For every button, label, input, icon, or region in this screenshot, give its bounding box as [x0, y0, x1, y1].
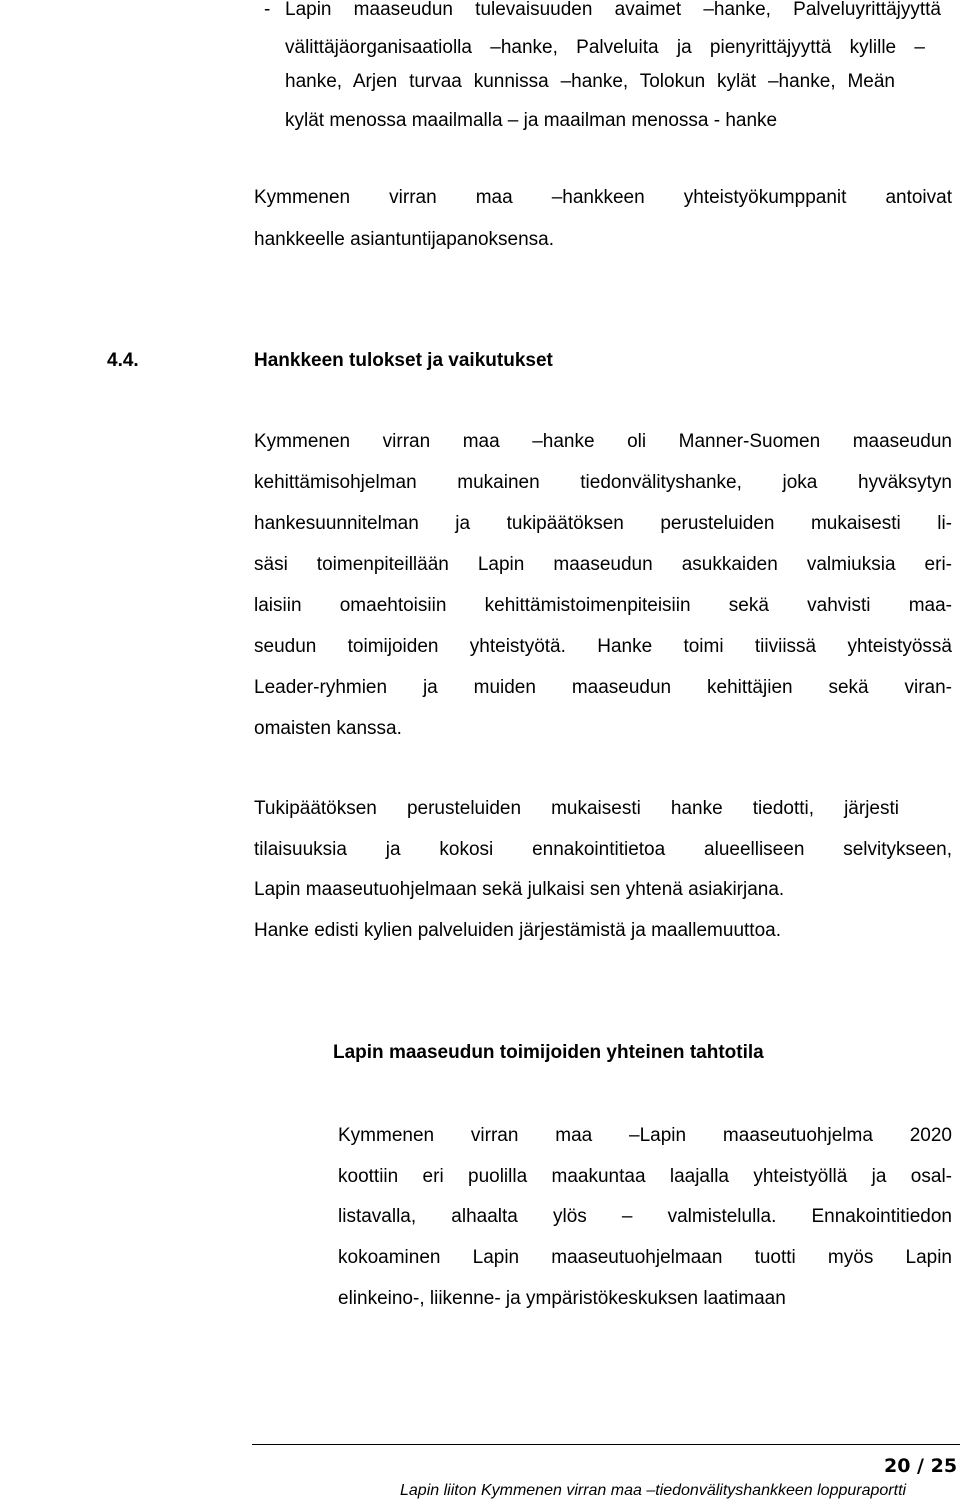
subheading: Lapin maaseudun toimijoiden yhteinen tahtotila	[333, 1042, 764, 1063]
footer-divider	[252, 1444, 960, 1445]
list-line: Lapin maaseudun tulevaisuuden avaimet –hanke, Palveluyrittäjyyttä	[285, 0, 941, 20]
list-line: hanke, Arjen turvaa kunnissa –hanke, Tolokun kylät –hanke, Meän	[285, 71, 895, 92]
paragraph-line: tilaisuuksia ja kokosi ennakointitietoa alueelliseen selvitykseen,	[254, 839, 952, 860]
paragraph-line: omaisten kanssa.	[254, 718, 402, 739]
paragraph-line: elinkeino-, liikenne- ja ympäristökeskuksen laatimaan	[338, 1288, 786, 1309]
list-dash: -	[264, 0, 271, 20]
paragraph-line: hankesuunnitelman ja tukipäätöksen perusteluiden mukaisesti li-	[254, 513, 952, 534]
paragraph-line: koottiin eri puolilla maakuntaa laajalla yhteistyöllä ja osal-	[338, 1166, 952, 1187]
paragraph-line: säsi toimenpiteillään Lapin maaseudun asukkaiden valmiuksia eri-	[254, 554, 952, 575]
page-number: 20 / 25	[884, 1455, 958, 1477]
paragraph-line: Tukipäätöksen perusteluiden mukaisesti hanke tiedotti, järjesti	[254, 798, 899, 819]
paragraph-line: Hanke edisti kylien palveluiden järjestämistä ja maallemuuttoa.	[254, 920, 781, 941]
paragraph-line: hankkeelle asiantuntijapanoksensa.	[254, 229, 554, 250]
list-line: välittäjäorganisaatiolla –hanke, Palveluita ja pienyrittäjyyttä kylille –	[285, 37, 925, 58]
paragraph-line: Kymmenen virran maa –Lapin maaseutuohjelma 2020	[338, 1125, 952, 1146]
paragraph-line: Kymmenen virran maa –hankkeen yhteistyökumppanit antoivat	[254, 187, 952, 208]
paragraph-line: Leader-ryhmien ja muiden maaseudun kehittäjien sekä viran-	[254, 677, 952, 698]
paragraph-line: kehittämisohjelman mukainen tiedonvälityshanke, joka hyväksytyn	[254, 472, 952, 493]
list-line: kylät menossa maailmalla – ja maailman menossa - hanke	[285, 110, 778, 131]
section-number: 4.4.	[107, 350, 139, 371]
footer-text: Lapin liiton Kymmenen virran maa –tiedonvälityshankkeen loppuraportti	[400, 1482, 907, 1499]
paragraph-line: kokoaminen Lapin maaseutuohjelmaan tuotti myös Lapin	[338, 1247, 952, 1268]
paragraph-line: Lapin maaseutuohjelmaan sekä julkaisi sen yhtenä asiakirjana.	[254, 879, 785, 900]
section-title: Hankkeen tulokset ja vaikutukset	[254, 350, 553, 371]
paragraph-line: seudun toimijoiden yhteistyötä. Hanke toimi tiiviissä yhteistyössä	[254, 636, 952, 657]
paragraph-line: laisiin omaehtoisiin kehittämistoimenpiteisiin sekä vahvisti maa-	[254, 595, 952, 616]
paragraph-line: Kymmenen virran maa –hanke oli Manner-Suomen maaseudun	[254, 431, 952, 452]
paragraph-line: listavalla, alhaalta ylös – valmistelulla. Ennakointitiedon	[338, 1206, 952, 1227]
